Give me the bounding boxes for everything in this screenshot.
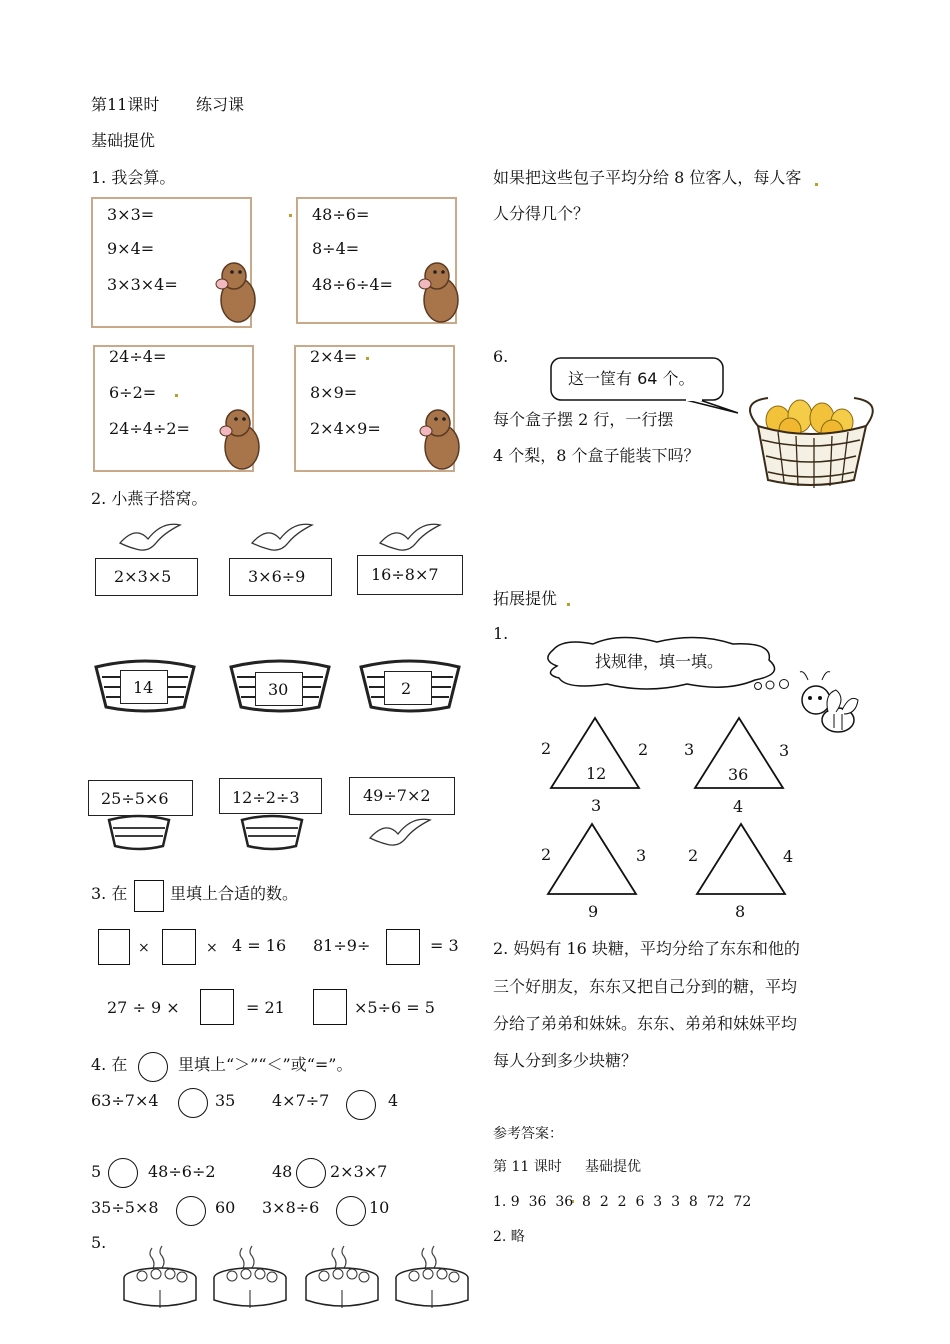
section-ext-title: 拓展提优 <box>493 589 558 608</box>
q4-item-1-left: 63÷7×4 <box>91 1091 159 1110</box>
q3-expr-2-post: = 3 <box>430 936 459 955</box>
q1-card-1-line-1: 3×3= <box>107 205 155 224</box>
q3-op-2: × <box>206 940 218 956</box>
q6-line-2: 4 个梨，8 个盒子能装下吗？ <box>493 446 700 465</box>
q4-item-2-left: 4×7÷7 <box>272 1091 330 1110</box>
q1-card-2-line-2: 8÷4= <box>312 239 360 258</box>
q3-blank-2[interactable] <box>162 929 196 965</box>
q4-item-3-right: 48÷6÷2 <box>148 1162 216 1181</box>
q1-card-3-line-2: 6÷2= <box>109 383 157 402</box>
q4-item-3-left: 5 <box>91 1162 102 1181</box>
triangle-1-center: 12 <box>586 764 607 783</box>
ext2-line-1: 2. 妈妈有 16 块糖，平均分给了东东和他的 <box>493 939 800 958</box>
ext2-line-3: 分给了弟弟和妹妹。东东、弟弟和妹妹平均 <box>493 1014 798 1033</box>
q2-bottom-expr-1-text: 25÷5×6 <box>101 789 169 808</box>
lesson-number: 第11课时 <box>91 95 160 114</box>
q2-bottom-expr-3 <box>349 777 455 815</box>
triangle-3-right: 3 <box>636 846 647 865</box>
q5-label: 5. <box>91 1233 107 1252</box>
q3-expr-4-post: ×5÷6 = 5 <box>354 998 435 1017</box>
q3-blank-4[interactable] <box>200 989 234 1025</box>
q4-item-5-right: 60 <box>215 1198 236 1217</box>
q4-title-circle <box>138 1052 168 1082</box>
answers-line-2: 2. 略 <box>493 1229 525 1245</box>
nest-icon <box>240 814 304 850</box>
triangle-3-bottom: 9 <box>588 902 599 921</box>
q4-item-3-blank[interactable] <box>108 1158 138 1188</box>
q1-card-3-line-3: 24÷4÷2= <box>109 419 190 438</box>
q2-top-expr-1-text: 2×3×5 <box>114 567 172 586</box>
q4-item-5-left: 35÷5×8 <box>91 1198 159 1217</box>
q4-title-post: 里填上“＞”“＜”或“=”。 <box>178 1055 353 1074</box>
triangle-1-right: 2 <box>638 740 649 759</box>
q4-title-pre: 4. 在 <box>91 1055 128 1074</box>
q5-question-line-2: 人分得几个？ <box>493 204 590 223</box>
answers-title: 参考答案： <box>493 1126 563 1142</box>
boar-icon <box>212 256 262 326</box>
q1-card-1-line-3: 3×3×4= <box>107 275 178 294</box>
ext2-line-2: 三个好朋友，东东又把自己分到的糖，平均 <box>493 977 798 996</box>
triangle-4-right: 4 <box>783 847 794 866</box>
q4-item-1-right: 35 <box>215 1091 236 1110</box>
q3-blank-5[interactable] <box>313 989 347 1025</box>
q2-nest-value-1-text: 14 <box>133 678 154 697</box>
boar-icon <box>415 256 465 326</box>
triangle-2-bottom: 4 <box>733 797 744 816</box>
q2-top-expr-2 <box>229 558 332 596</box>
triangle-4-bottom: 8 <box>735 902 746 921</box>
q3-title-blank <box>134 880 164 912</box>
ext1-label: 1. <box>493 624 509 643</box>
q6-line-1: 每个盒子摆 2 行，一行摆 <box>493 410 674 429</box>
q1-card-4-line-3: 2×4×9= <box>310 419 381 438</box>
q2-nest-value-2 <box>255 672 303 706</box>
q2-top-expr-2-text: 3×6÷9 <box>248 567 306 586</box>
q3-expr-2-pre: 81÷9÷ <box>313 936 371 955</box>
q1-card-4-line-1: 2×4= <box>310 347 358 366</box>
q3-title-post: 里填上合适的数。 <box>170 884 299 903</box>
q3-expr-3-post: = 21 <box>246 998 285 1017</box>
q2-bottom-expr-3-text: 49÷7×2 <box>363 786 431 805</box>
triangle-1-bottom: 3 <box>591 796 602 815</box>
q2-top-expr-3-text: 16÷8×7 <box>371 565 439 584</box>
q2-bottom-expr-1 <box>88 780 193 816</box>
q4-item-2-blank[interactable] <box>346 1090 376 1120</box>
q3-expr-1-rest: 4 = 16 <box>232 936 287 955</box>
triangle-1-left: 2 <box>541 739 552 758</box>
q5-question-line-1: 如果把这些包子平均分给 8 位客人，每人客 <box>493 168 802 187</box>
swallow-icon <box>378 519 442 559</box>
q1-card-3-line-1: 24÷4= <box>109 347 167 366</box>
q6-bubble-text: 这一筐有 64 个。 <box>568 369 695 388</box>
triangle-4 <box>694 821 788 897</box>
q3-blank-1[interactable] <box>98 929 130 965</box>
q3-expr-3-pre: 27 ÷ 9 × <box>107 998 180 1017</box>
lesson-type: 练习课 <box>196 95 245 114</box>
q2-nest-value-3 <box>384 671 432 705</box>
q2-nest-value-3-text: 2 <box>401 679 412 698</box>
triangle-4-left: 2 <box>688 846 699 865</box>
q2-nest-value-2-text: 30 <box>268 680 289 699</box>
swallow-icon <box>250 519 314 559</box>
q2-nest-value-1 <box>120 670 168 704</box>
q6-label: 6. <box>493 347 509 366</box>
q1-card-4-line-2: 8×9= <box>310 383 358 402</box>
answers-lesson: 第 11 课时 <box>493 1159 562 1175</box>
swallow-icon <box>118 519 182 559</box>
swallow-icon <box>368 814 432 854</box>
triangle-3 <box>545 821 639 897</box>
q1-title: 1. 我会算。 <box>91 168 176 187</box>
q4-item-4-right: 2×3×7 <box>330 1162 388 1181</box>
q4-item-4-blank[interactable] <box>296 1158 326 1188</box>
boar-icon <box>416 403 466 473</box>
triangle-2-center: 36 <box>728 765 749 784</box>
ext1-cloud-text: 找规律，填一填。 <box>595 652 724 671</box>
pear-basket-image <box>738 392 884 490</box>
steamed-buns-image <box>120 1244 490 1312</box>
q4-item-6-right: 10 <box>369 1198 390 1217</box>
nest-icon <box>107 814 171 850</box>
q4-item-2-right: 4 <box>388 1091 399 1110</box>
q4-item-5-blank[interactable] <box>176 1196 206 1226</box>
q2-title: 2. 小燕子搭窝。 <box>91 489 208 508</box>
q4-item-1-blank[interactable] <box>178 1088 208 1118</box>
boar-icon <box>216 403 266 473</box>
answers-section: 基础提优 <box>585 1159 641 1175</box>
q2-bottom-expr-2 <box>219 778 322 814</box>
q2-bottom-expr-2-text: 12÷2÷3 <box>232 788 300 807</box>
triangle-2-right: 3 <box>779 741 790 760</box>
section-basic-title: 基础提优 <box>91 131 156 150</box>
q3-title-pre: 3. 在 <box>91 884 128 903</box>
q3-blank-3[interactable] <box>386 929 420 965</box>
q1-card-2-line-1: 48÷6= <box>312 205 370 224</box>
q4-item-4-left: 48 <box>272 1162 293 1181</box>
q4-item-6-blank[interactable] <box>336 1196 366 1226</box>
triangle-2-left: 3 <box>684 740 695 759</box>
q3-op-1: × <box>138 940 150 956</box>
q4-item-6-left: 3×8÷6 <box>262 1198 320 1217</box>
q2-top-expr-3 <box>357 555 463 595</box>
ext2-line-4: 每人分到多少块糖？ <box>493 1051 638 1070</box>
triangle-3-left: 2 <box>541 845 552 864</box>
answers-line-1: 1. 9 36 36 8 2 2 6 3 3 8 72 72 <box>493 1194 752 1210</box>
q1-card-1-line-2: 9×4= <box>107 239 155 258</box>
q2-top-expr-1 <box>95 558 198 596</box>
q1-card-2-line-3: 48÷6÷4= <box>312 275 393 294</box>
